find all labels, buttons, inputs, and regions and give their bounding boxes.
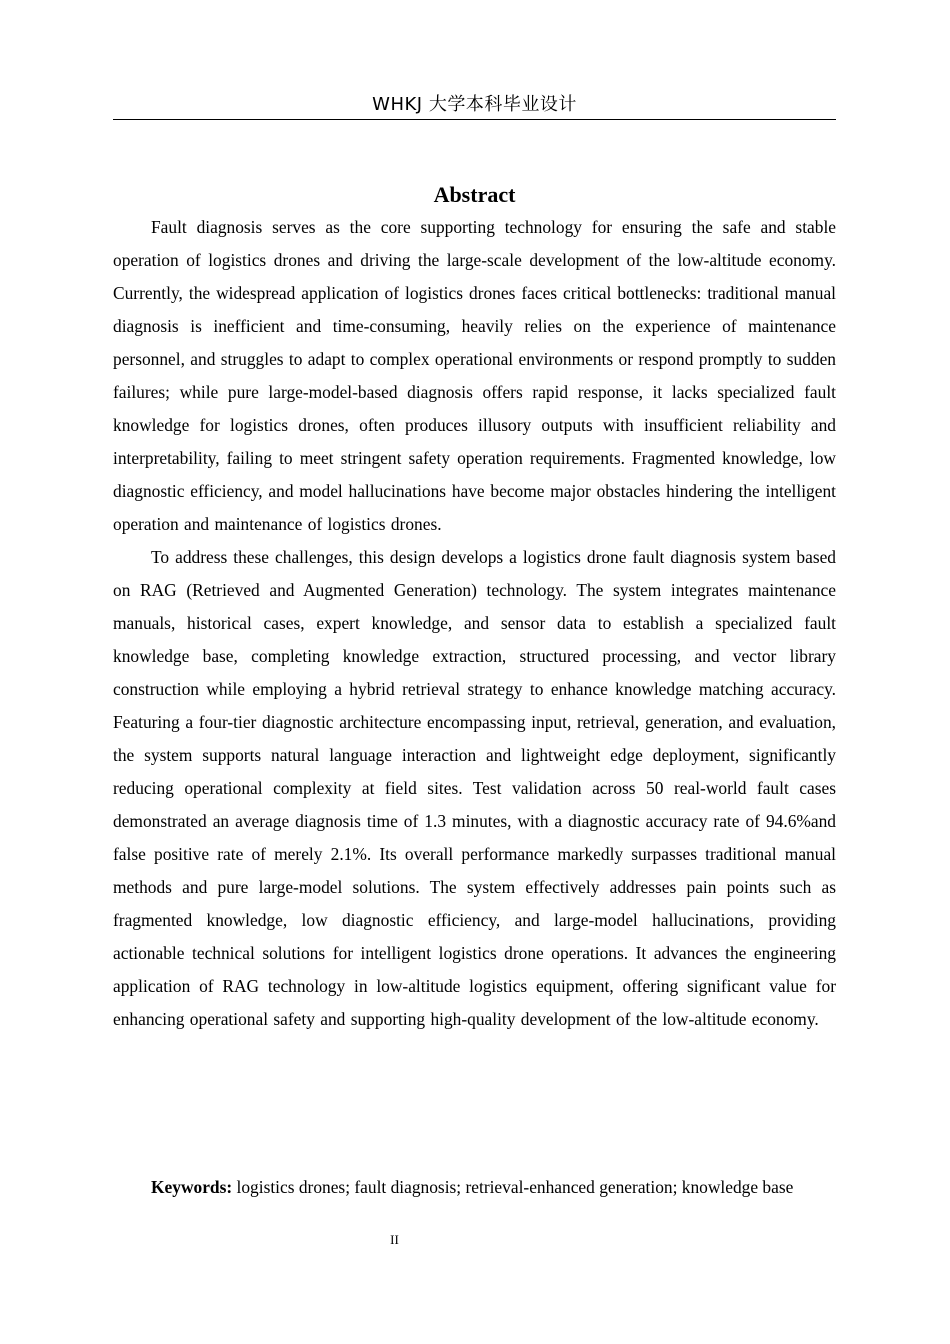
abstract-body bbox=[113, 211, 836, 1036]
abstract-paragraph-2: To address these challenges, this design develops a logistics drone fault diagnosis system based on RAG (Retrieved and Augmented Generation) technology. The system integrates maintenance manuals, historical cases, expert knowledge, and sensor data to establish a specialized fault knowledge base, completing knowledge extraction, structured processing, and vector library construction while employing a hybrid retrieval strategy to enhance knowledge matching accuracy. Featuring a four-tier diagnostic architecture encompassing input, retrieval, generation, and evaluation, the system supports natural language interaction and lightweight edge deployment, significantly reducing operational complexity at field sites. Test validation across 50 real-world fault cases demonstrated an average diagnosis time of 1.3 minutes, with a diagnostic accuracy rate of 94.6%and false positive rate of merely 2.1%. Its overall performance markedly surpasses traditional manual methods and pure large-model solutions. The system effectively addresses pain points such as fragmented knowledge, low diagnostic efficiency, and large-model hallucinations, providing actionable technical solutions for intelligent logistics drone operations. It advances the engineering application of RAG technology in low-altitude logistics equipment, offering significant value for enhancing operational safety and supporting high-quality development of the low-altitude economy. bbox=[113, 547, 836, 1029]
keywords-line bbox=[113, 1173, 836, 1201]
header-title: WHKJ 大学本科毕业设计 bbox=[372, 94, 577, 115]
keywords-label: Keywords: bbox=[151, 1177, 233, 1197]
abstract-paragraph-1: Fault diagnosis serves as the core supporting technology for ensuring the safe and stable operation of logistics drones and driving the large-scale development of the low-altitude economy. Currently, the widespread application of logistics drones faces critical bottlenecks: traditional manual diagnosis is inefficient and time-consuming, heavily relies on the experience of maintenance personnel, and struggles to adapt to complex operational environments or respond promptly to sudden failures; while pure large-model-based diagnosis offers rapid response, it lacks specialized fault knowledge for logistics drones, often produces illusory outputs with insufficient reliability and interpretability, failing to meet stringent safety operation requirements. Fragmented knowledge, low diagnostic efficiency, and model hallucinations have become major obstacles hindering the intelligent operation and maintenance of logistics drones. bbox=[113, 217, 836, 534]
keywords-list: logistics drones; fault diagnosis; retrieval-enhanced generation; knowledge base bbox=[236, 1177, 794, 1197]
page-header bbox=[113, 92, 836, 120]
page-number: II bbox=[390, 1232, 399, 1247]
abstract-title: Abstract bbox=[433, 182, 516, 207]
